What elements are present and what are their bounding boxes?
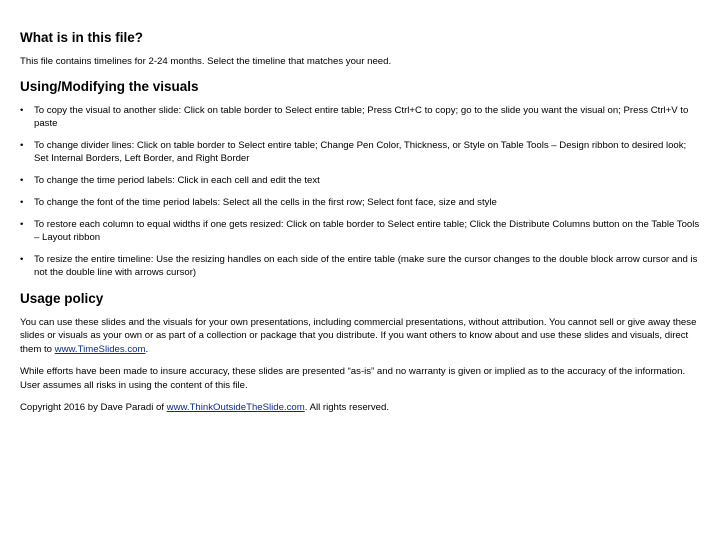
copyright-paragraph (20, 401, 702, 415)
what-text: This file contains timelines for 2-24 months. Select the timeline that matches your need. (20, 56, 392, 67)
disclaimer-paragraph: While efforts have been made to insure accuracy, these slides are presented “as-is” and no warranty is given or implied as to the accuracy of the information. User assumes all risks in using the content of this file. (20, 366, 686, 391)
bullet-icon: • (20, 104, 24, 116)
copyright-end: . All rights reserved. (304, 402, 390, 413)
list-item-text: To change the time period labels: Click in each cell and edit the text (34, 174, 320, 186)
bullet-icon: • (20, 218, 24, 230)
bullet-icon: • (20, 174, 24, 186)
usage-heading: Usage policy (20, 290, 104, 306)
what-heading: What is in this file? (20, 30, 144, 45)
list-item-text: To change divider lines: Click on table border to Select entire table; Change Pen Color, Thickness, or Style on Table Tools – Design ribbon to desired look; Set Internal Borders, Left Border, and Right Border (34, 139, 687, 164)
copyright-text: Copyright 2016 by Dave Paradi of (20, 402, 167, 413)
list-item-text: To restore each column to equal widths if one gets resized: Click on table border to Select entire table; Click the Distribute Columns button on the Table Tools – Layout ribbon (34, 218, 700, 243)
usage-text: You can use these slides and the visuals for your own presentations, including commercial presentations, without attribution. You cannot sell or give away these slides or visuals as your own or as part of a collection or package that you distribute. If you want others to know about and use these slides and visuals, direct them to (20, 316, 697, 355)
timeslides-link[interactable]: www.TimeSlides.com (54, 343, 146, 355)
list-item (20, 253, 702, 279)
usage-paragraph (20, 316, 702, 357)
bullet-icon: • (20, 139, 24, 151)
list-item-text: To copy the visual to another slide: Click on table border to Select entire table; Press Ctrl+C to copy; go to the slide you want the visual on; Press Ctrl+V to paste (34, 104, 689, 129)
list-item (20, 218, 702, 244)
list-item (20, 104, 702, 130)
list-item (20, 139, 702, 165)
using-list (20, 104, 702, 279)
list-item-text: To resize the entire timeline: Use the resizing handles on each side of the entire table (make sure the cursor changes to the double block arrow cursor and is not the double line with arrows cursor) (34, 253, 698, 278)
using-heading: Using/Modifying the visuals (20, 78, 199, 94)
list-item (20, 174, 702, 187)
usage-end: . (145, 343, 149, 355)
list-item-text: To change the font of the time period labels: Select all the cells in the first row; Select font face, size and style (34, 196, 497, 208)
bullet-icon: • (20, 253, 24, 265)
thinkoutside-link[interactable]: www.ThinkOutsideTheSlide.com (166, 402, 305, 413)
bullet-icon: • (20, 196, 24, 208)
list-item (20, 196, 702, 209)
